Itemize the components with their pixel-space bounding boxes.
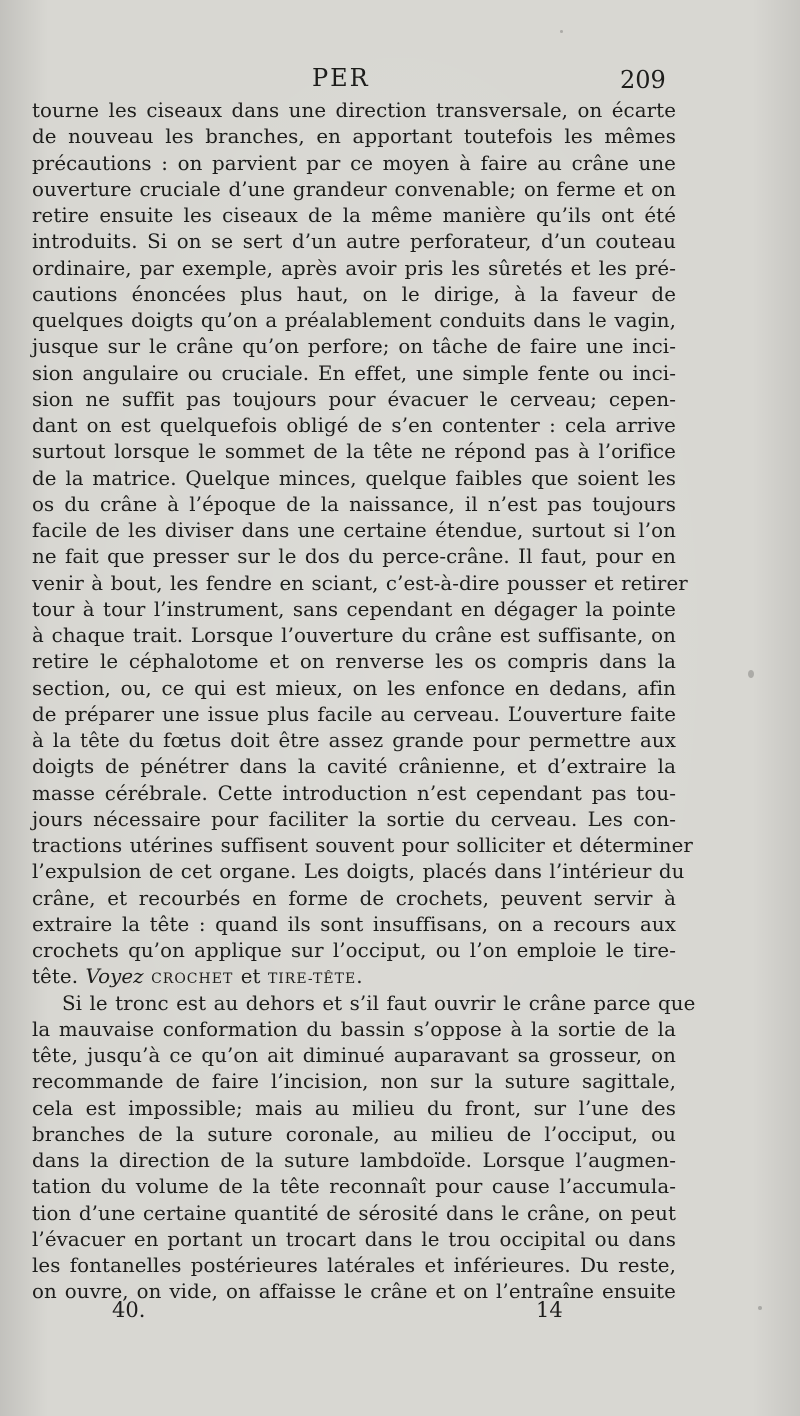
text-line: tour à tour l’instrument, sans cependant en dégager la pointe bbox=[32, 597, 676, 621]
text-line: on ouvre, on vide, on affaisse le crâne et on l’entraîne ensuite bbox=[32, 1280, 676, 1304]
text-line: de nouveau les branches, en apportant toutefois les mêmes bbox=[32, 125, 676, 149]
text-line: tion d’une certaine quantité de sérosité dans le crâne, on peut bbox=[32, 1201, 676, 1225]
text-line: ouverture cruciale d’une grandeur convenable; on ferme et on bbox=[32, 177, 676, 201]
text-line: crochets qu’on applique sur l’occiput, ou l’on emploie le tire- bbox=[32, 939, 676, 962]
text-line: facile de les diviser dans une certaine étendue, surtout si l’on bbox=[32, 519, 676, 542]
crossref-see: Voyez bbox=[85, 965, 144, 989]
paper-speck bbox=[560, 30, 563, 33]
crossref-second-entry: TIRE-TÊTE bbox=[267, 971, 357, 988]
page-footer bbox=[0, 1298, 800, 1332]
paragraph-line: Si le tronc est au dehors et s’il faut ouvrir le crâne parce que bbox=[62, 991, 696, 1015]
gathering-number: 14 bbox=[536, 1298, 563, 1322]
text-line: les fontanelles postérieures latérales et inférieures. Du reste, bbox=[32, 1254, 676, 1277]
text-line: tation du volume de la tête reconnaît pour cause l’accumula- bbox=[32, 1175, 676, 1199]
body-text bbox=[32, 98, 696, 1306]
cross-reference-line bbox=[32, 964, 676, 990]
crossref-conjunction: et bbox=[240, 965, 261, 989]
text-line: l’expulsion de cet organe. Les doigts, placés dans l’intérieur du bbox=[32, 860, 685, 884]
text-line: tractions utérines suffisent souvent pour solliciter et déterminer bbox=[32, 834, 693, 857]
paper-speck bbox=[758, 1306, 762, 1310]
text-line: la mauvaise conformation du bassin s’oppose à la sortie de la bbox=[32, 1017, 676, 1041]
text-line: jours nécessaire pour faciliter la sortie du cerveau. Les con- bbox=[32, 807, 676, 831]
text-line: os du crâne à l’époque de la naissance, il n’est pas toujours bbox=[32, 492, 676, 516]
text-line: ordinaire, par exemple, après avoir pris les sûretés et les pré- bbox=[32, 256, 676, 280]
text-line: dans la direction de la suture lambdoïde. Lorsque l’augmen- bbox=[32, 1149, 676, 1172]
text-line: à la tête du fœtus doit être assez grande pour permettre aux bbox=[32, 729, 676, 752]
crossref-suffix: . bbox=[356, 965, 363, 989]
text-line: section, ou, ce qui est mieux, on les enfonce en dedans, afin bbox=[32, 676, 676, 700]
page-number: 209 bbox=[620, 66, 666, 94]
text-line: à chaque trait. Lorsque l’ouverture du crâne est suffisante, on bbox=[32, 624, 676, 647]
text-line: doigts de pénétrer dans la cavité crânienne, et d’extraire la bbox=[32, 755, 676, 779]
text-line: quelques doigts qu’on a préalablement conduits dans le vagin, bbox=[32, 309, 676, 332]
signature-mark: 40. bbox=[112, 1298, 146, 1322]
text-line: retire le céphalotome et on renverse les os compris dans la bbox=[32, 650, 676, 674]
text-line: sion angulaire ou cruciale. En effet, une simple fente ou inci- bbox=[32, 361, 676, 385]
text-line: tête, jusqu’à ce qu’on ait diminué auparavant sa grosseur, on bbox=[32, 1044, 676, 1067]
text-line: tourne les ciseaux dans une direction transversale, on écarte bbox=[32, 99, 676, 122]
text-line: recommande de faire l’incision, non sur la suture sagittale, bbox=[32, 1070, 676, 1094]
text-line: cautions énoncées plus haut, on le dirige, à la faveur de bbox=[32, 282, 676, 306]
text-line: précautions : on parvient par ce moyen à faire au crâne une bbox=[32, 151, 676, 175]
text-line: de préparer une issue plus facile au cerveau. L’ouverture faite bbox=[32, 702, 676, 726]
text-line: venir à bout, les fendre en sciant, c’est-à-dire pousser et retirer bbox=[32, 571, 688, 595]
text-line: jusque sur le crâne qu’on perfore; on tâche de faire une inci- bbox=[32, 335, 676, 359]
text-line: ne fait que presser sur le dos du perce-crâne. Il faut, pour en bbox=[32, 545, 676, 569]
text-line: crâne, et recourbés en forme de crochets, peuvent servir à bbox=[32, 886, 676, 910]
text-line: masse cérébrale. Cette introduction n’est cependant pas tou- bbox=[32, 781, 676, 805]
text-line: de la matrice. Quelque minces, quelque faibles que soient les bbox=[32, 466, 676, 490]
running-head: PER bbox=[312, 64, 370, 92]
crossref-prefix: tête. bbox=[32, 965, 79, 989]
text-line: surtout lorsque le sommet de la tête ne répond pas à l’orifice bbox=[32, 440, 676, 464]
text-line: dant on est quelquefois obligé de s’en contenter : cela arrive bbox=[32, 414, 676, 437]
text-line: retire ensuite les ciseaux de la même manière qu’ils ont été bbox=[32, 204, 676, 227]
text-line: sion ne suffit pas toujours pour évacuer le cerveau; cepen- bbox=[32, 387, 676, 411]
crossref-first-entry: CROCHET bbox=[151, 971, 234, 988]
text-line: branches de la suture coronale, au milieu de l’occiput, ou bbox=[32, 1122, 676, 1146]
text-line: introduits. Si on se sert d’un autre perforateur, d’un couteau bbox=[32, 230, 676, 254]
text-line: l’évacuer en portant un trocart dans le trou occipital ou dans bbox=[32, 1227, 676, 1251]
page-header bbox=[0, 58, 800, 98]
text-line: extraire la tête : quand ils sont insuffisans, on a recours aux bbox=[32, 912, 676, 936]
text-line: cela est impossible; mais au milieu du front, sur l’une des bbox=[32, 1096, 676, 1120]
paper-speck bbox=[748, 670, 754, 678]
